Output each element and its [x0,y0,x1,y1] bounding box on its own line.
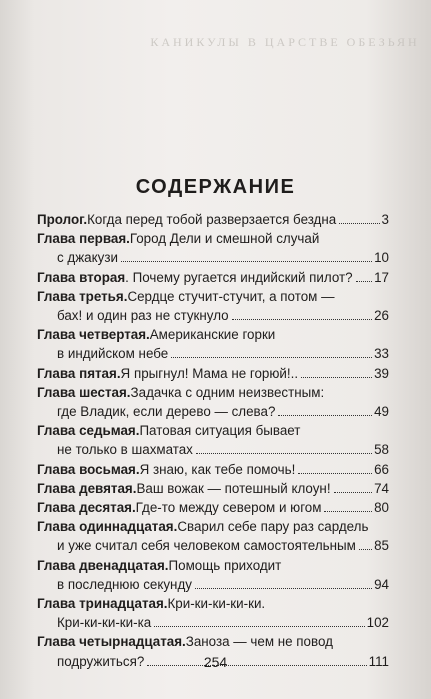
toc-page-number: 33 [374,346,389,362]
dot-leader [324,511,372,512]
toc-line [37,325,389,344]
toc-page-number: 39 [374,365,389,381]
toc-heading: СОДЕРЖАНИЕ [135,176,296,198]
dot-leader [359,549,372,550]
chapter-label: Глава одиннадцатая. [37,519,178,535]
dot-leader [278,415,372,416]
toc-entry [37,210,389,229]
toc-line [37,248,389,267]
dot-leader [334,492,373,493]
chapter-title: Кри-ки-ки-ки-ка [57,615,152,631]
toc-line [37,440,389,459]
chapter-label: Глава вторая [37,269,126,285]
chapter-title: Когда перед тобой разверзается бездна [87,212,337,227]
chapter-title: где Владик, если дерево — слева? [57,404,276,420]
chapter-label: Глава десятая. [37,500,136,516]
page-number: 254 [203,654,228,670]
toc-page-number: 94 [374,576,389,592]
toc-page-number: 26 [374,308,389,324]
toc-entry [37,556,389,594]
chapter-title: бах! и один раз не стукнуло [57,308,229,324]
toc-page-number: 49 [374,404,389,420]
dot-leader [154,626,364,627]
chapter-label: Глава седьмая. [37,423,140,439]
toc-entry [37,383,389,421]
toc-page-number: 58 [374,442,389,458]
toc-line [37,613,389,632]
chapter-label: Глава двенадцатая. [37,557,169,573]
chapter-label: Глава третья. [37,288,128,304]
toc-line [37,344,389,363]
toc-line [37,383,389,402]
chapter-title: и уже считал себя человеком самостоятельным [57,538,356,554]
toc-entry [37,229,389,267]
toc-line [37,421,389,440]
toc-line [37,498,389,517]
chapter-title: не только в шахматах [57,442,193,458]
toc-line [37,575,389,594]
chapter-label: Глава тринадцатая. [37,596,168,612]
chapter-title: с джакузи [57,250,118,266]
toc-line [37,364,389,383]
toc-line [37,594,389,613]
chapter-title: Где-то между севером и югом [135,500,322,516]
toc-page-number: 66 [374,461,389,477]
dot-leader [356,281,373,282]
dot-leader [301,377,372,378]
dot-leader [196,453,372,454]
table-of-contents [37,210,389,671]
toc-entry [37,498,389,517]
chapter-title: Сердце стучит-стучит, а потом — [127,288,335,304]
toc-line [37,556,389,575]
toc-line [37,517,389,536]
chapter-title: Кри-ки-ки-ки-ки. [167,596,266,612]
toc-entry [37,268,389,287]
toc-line [37,268,389,287]
toc-page-number: 3 [381,212,389,227]
chapter-title: Помощь приходит [168,557,282,573]
chapter-label: Глава первая. [37,231,130,247]
chapter-label: Глава восьмая. [37,461,140,477]
chapter-title: подружиться? [57,653,145,669]
dot-leader [195,588,372,589]
chapter-label: Глава шестая. [37,384,131,400]
toc-page-number: 74 [374,480,389,496]
dot-leader [339,223,379,224]
toc-page-number: 17 [374,269,389,285]
toc-line [37,287,389,306]
toc-line [37,536,389,555]
toc-page-number: 102 [366,615,389,631]
chapter-label: Пролог. [37,212,88,227]
toc-line [37,306,389,325]
toc-line [37,632,389,651]
dot-leader [232,319,372,320]
chapter-label: Глава пятая. [37,365,121,381]
chapter-title: в последнюю секунду [57,576,192,592]
chapter-title: Я знаю, как тебе помочь! [139,461,296,477]
toc-line [37,402,389,421]
toc-entry [37,325,389,363]
chapter-title: Патовая ситуация бывает [139,423,301,439]
toc-line [37,460,389,479]
toc-entry [37,594,389,632]
chapter-label: Глава четвертая. [37,327,150,343]
chapter-title: Американские горки [149,327,276,343]
chapter-title: Задачка с одним неизвестным: [130,384,325,400]
toc-entry [37,421,389,459]
toc-line [37,479,389,498]
toc-entry [37,460,389,479]
chapter-title: Ваш вожак — потешный клоун! [136,480,331,496]
chapter-title: . Почему ругается индийский пилот? [125,269,353,285]
toc-page-number: 85 [374,538,389,554]
toc-entry [37,517,389,555]
dot-leader [121,261,372,262]
chapter-title: Город Дели и смешной случай [129,231,320,247]
show-through-text [150,35,420,64]
running-head: КАНИКУЛЫ В ЦАРСТВЕ ОБЕЗЬЯН [150,35,420,49]
toc-line [37,229,389,248]
toc-line [37,210,389,229]
toc-entry [37,479,389,498]
chapter-title: Заноза — чем не повод [185,634,333,650]
chapter-title: Я прыгнул! Мама не горюй!.. [120,365,299,381]
dot-leader [298,473,372,474]
chapter-label: Глава четырнадцатая. [37,634,186,650]
chapter-title: в индийском небе [57,346,169,362]
toc-entry [37,287,389,325]
toc-entry [37,364,389,383]
dot-leader [171,357,372,358]
toc-page-number: 80 [374,500,389,516]
toc-page-number: 10 [374,250,389,266]
chapter-title: Сварил себе пару раз сардель [177,519,369,535]
toc-page-number: 111 [368,653,389,669]
chapter-label: Глава девятая. [37,480,137,496]
